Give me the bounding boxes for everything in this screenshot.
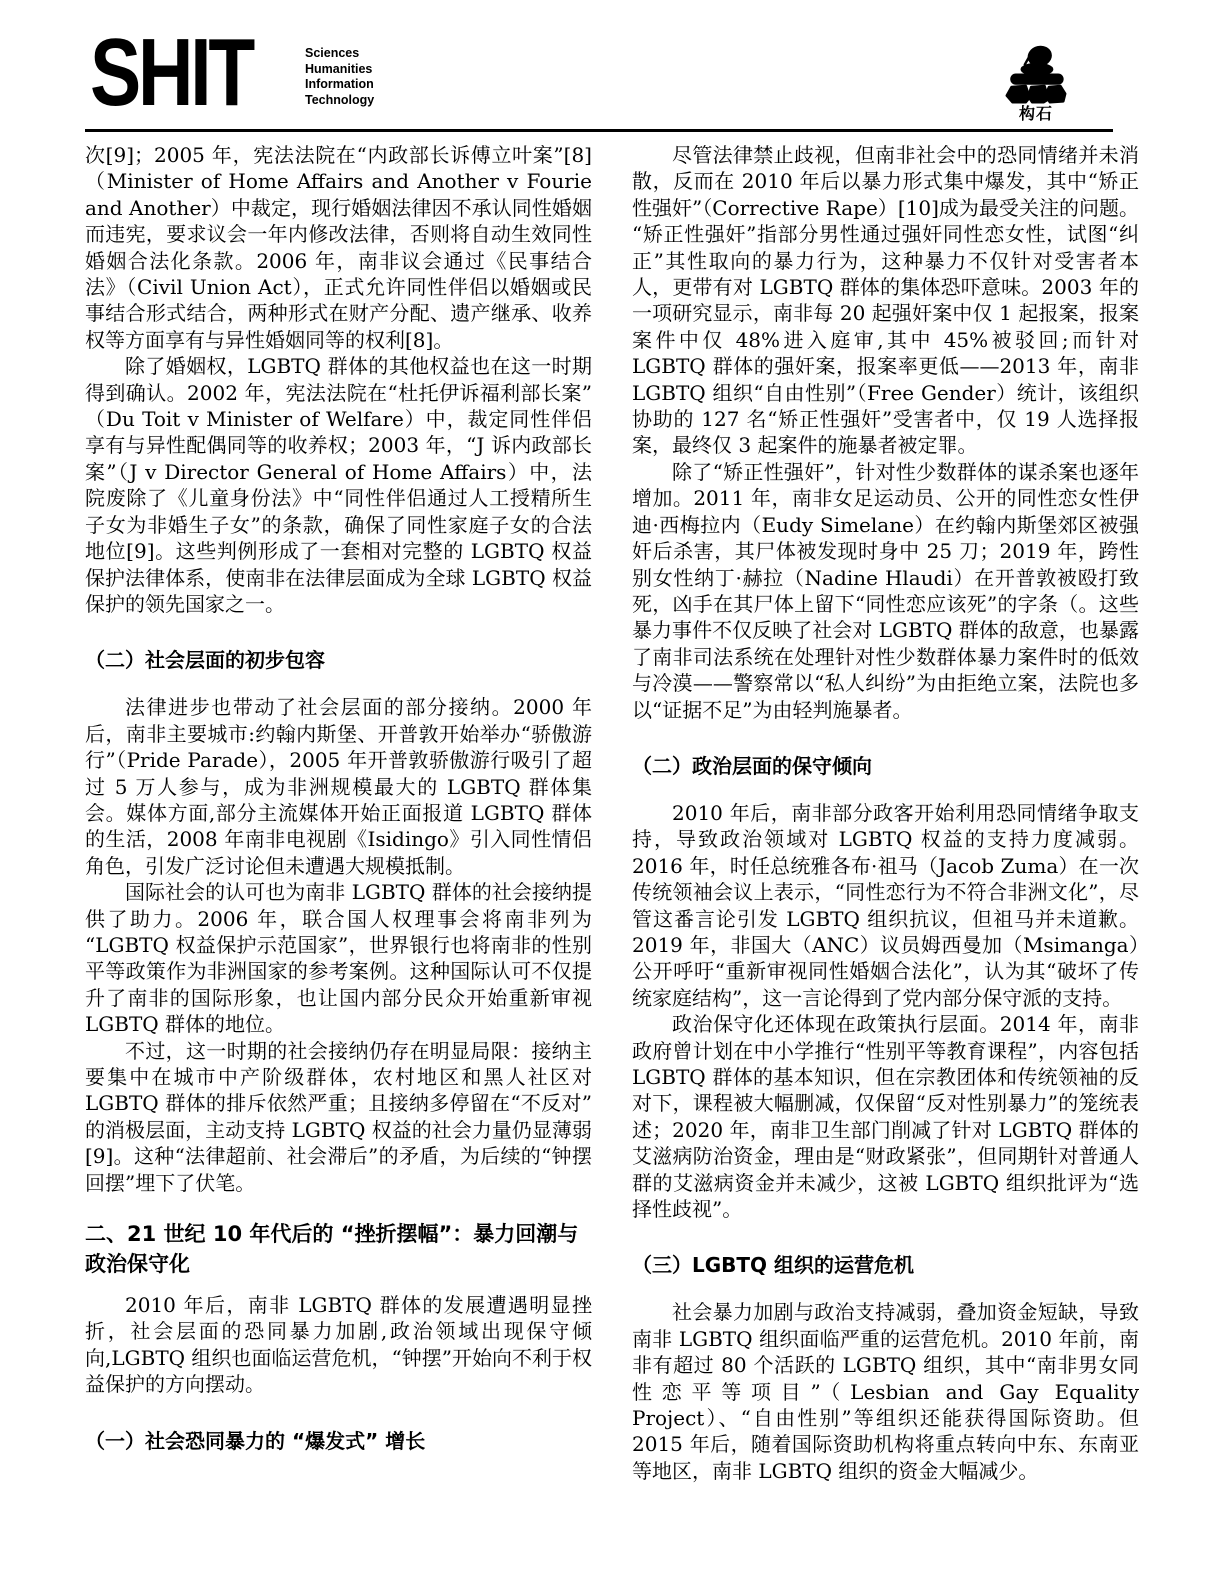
paragraph: 尽管法律禁止歧视，但南非社会中的恐同情绪并未消散，反而在 2010 年后以暴力形式集中爆发，其中“矫正性强奸”（Corrective Rape）[10]成为最受关注的问题。“矫正性强奸”指部分男性通过强奸同性恋女性，试图“纠正”其性取向的暴力行为，这种暴力不仅针对受害者本人，更带有对 LGBTQ 群体的集体恐吓意味。2003 年的一项研究显示，南非每 20 起强奸案中仅 1 起报案，报案案件中仅 48%进入庭审,其中 45%被驳回;而针对 LGBTQ 群体的强奸案，报案率更低——2013 年，南非 LGBTQ 组织“自由性别”（Free Gender）统计，该组织协助的 127 名“矫正性强奸”受害者中，仅 19 人选择报案，最终仅 3 起案件的施暴者被定罪。 bbox=[632, 143, 1139, 458]
left-column bbox=[85, 142, 592, 1484]
subsection-heading: （一）社会恐同暴力的 “爆发式” 增长 bbox=[85, 1428, 426, 1453]
subtitle-line: Sciences bbox=[305, 46, 360, 60]
org-logo bbox=[1000, 44, 1072, 123]
subtitle-line: Humanities bbox=[305, 61, 373, 76]
journal-wordmark: SHIT bbox=[90, 19, 253, 126]
subsection-heading: （三）LGBTQ 组织的运营危机 bbox=[632, 1253, 915, 1278]
paragraph: 法律进步也带动了社会层面的部分接纳。2000 年后，南非主要城市:约翰内斯堡、开普敦开始举办“骄傲游行”（Pride Parade），2005 年开普敦骄傲游行吸引了超过 5 万人参与，成为非洲规模最大的 LGBTQ 群体集会。媒体方面,部分主流媒体开始正面报道 LGBTQ 群体的生活，2008 年南非电视剧《Isidingo》引入同性情侣角色，引发广泛讨论但未遭遇大规模抵制。 bbox=[85, 695, 592, 878]
stone-pile-icon bbox=[1002, 44, 1070, 104]
paragraph: 国际社会的认可也为南非 LGBTQ 群体的社会接纳提供了助力。2006 年，联合国人权理事会将南非列为“LGBTQ 权益保护示范国家”，世界银行也将南非的性别平等政策作为非洲国家的参考案例。这种国际认可不仅提升了南非的国际形象，也让国内部分民众开始重新审视 LGBTQ 群体的地位。 bbox=[85, 880, 592, 1037]
paragraph: 2010 年后，南非部分政客开始利用恐同情绪争取支持，导致政治领域对 LGBTQ 权益的支持力度减弱。2016 年，时任总统雅各布·祖马（Jacob Zuma）在一次传统领袖会议上表示，“同性恋行为不符合非洲文化”，尽管这番言论引发 LGBTQ 组织抗议，但祖马并未道歉。2019 年，非国大（ANC）议员姆西曼加（Msimanga）公开呼吁“重新审视同性婚姻合法化”，认为其“破坏了传统家庭结构”，这一言论得到了党内部分保守派的支持。 bbox=[632, 800, 1139, 1010]
subtitle-line: Information bbox=[305, 77, 374, 91]
paragraph: 除了婚姻权，LGBTQ 群体的其他权益也在这一时期得到确认。2002 年，宪法法院在“杜托伊诉福利部长案”（Du Toit v Minister of Welfare）中，裁定同性伴侣享有与异性配偶同等的收养权；2003 年，“J 诉内政部长案”（J v Director General of Home Affairs）中，法院废除了《儿童身份法》中“同性伴侣通过人工授精所生子女为非婚生子女”的条款，确保了同性家庭子女的合法地位[9]。这些判例形成了一套相对完整的 LGBTQ 权益保护法律体系，使南非在法律层面成为全球 LGBTQ 权益保护的领先国家之一。 bbox=[85, 354, 592, 616]
paragraph: 不过，这一时期的社会接纳仍存在明显局限：接纳主要集中在城市中产阶级群体，农村地区和黑人社区对 LGBTQ 群体的排斥依然严重；且接纳多停留在“不反对”的消极层面，主动支持 LGBTQ 权益的社会力量仍显薄弱[9]。这种“法律超前、社会滞后”的矛盾，为后续的“钟摆回摆”埋下了伏笔。 bbox=[85, 1038, 592, 1195]
paragraph: 2010 年后，南非 LGBTQ 群体的发展遭遇明显挫折，社会层面的恐同暴力加剧,政治领域出现保守倾向,LGBTQ 组织也面临运营危机，“钟摆”开始向不利于权益保护的方向摆动。 bbox=[85, 1293, 592, 1397]
paragraph: 政治保守化还体现在政策执行层面。2014 年，南非政府曾计划在中小学推行“性别平等教育课程”，内容包括 LGBTQ 群体的基本知识，但在宗教团体和传统领袖的反对下，课程被大幅删减，仅保留“反对性别暴力”的笼统表述；2020 年，南非卫生部门削减了针对 LGBTQ 群体的艾滋病防治资金，理由是“财政紧张”，但同期针对普通人群的艾滋病资金并未减少，这被 LGBTQ 组织批评为“选择性歧视”。 bbox=[632, 1012, 1139, 1222]
paragraph: 次[9]；2005 年，宪法法院在“内政部长诉傅立叶案”[8]（Minister of Home Affairs and Another v Fourie and Another）中裁定，现行婚姻法律因不承认同性婚姻而违宪，要求议会一年内修改法律，否则将自动生效同性婚姻合法化条款。2006 年，南非议会通过《民事结合法》（Civil Union Act），正式允许同性伴侣以婚姻或民事结合形式结合，两种形式在财产分配、遗产继承、收养权等方面享有与异性婚姻同等的权利[8]。 bbox=[85, 143, 592, 352]
article-body bbox=[85, 142, 1139, 1484]
subsection-heading: （二）社会层面的初步包容 bbox=[85, 648, 325, 673]
subtitle-line: Technology bbox=[305, 92, 375, 107]
subsection-heading: （二）政治层面的保守倾向 bbox=[632, 753, 872, 778]
paragraph: 社会暴力加剧与政治支持减弱，叠加资金短缺，导致南非 LGBTQ 组织面临严重的运营危机。2010 年前，南非有超过 80 个活跃的 LGBTQ 组织，其中“南非男女同性恋平等项目”（Lesbian and Gay Equality Project）、“自由性别”等组织还能获得国际资助。但 2015 年后，随着国际资助机构将重点转向中东、东南亚等地区，南非 LGBTQ 组织的资金大幅减少。 bbox=[632, 1300, 1139, 1483]
journal-wordmark-subtitle bbox=[305, 46, 374, 108]
org-logo-label: 构石 bbox=[1018, 104, 1053, 123]
right-column bbox=[632, 142, 1139, 1484]
section-heading: 二、21 世纪 10 年代后的 “挫折摆幅”：暴力回潮与政治保守化 bbox=[85, 1222, 579, 1277]
header-divider bbox=[85, 129, 1113, 132]
paragraph: 除了“矫正性强奸”，针对性少数群体的谋杀案也逐年增加。2011 年，南非女足运动员、公开的同性恋女性伊迪·西梅拉内（Eudy Simelane）在约翰内斯堡郊区被强奸后杀害，其尸体被发现时身中 25 刀；2019 年，跨性别女性纳丁·赫拉（Nadine Hlaudi）在开普敦被殴打致死，凶手在其尸体上留下“同性恋应该死”的字条（。这些暴力事件不仅反映了社会对 LGBTQ 群体的敌意，也暴露了南非司法系统在处理针对性少数群体暴力案件时的低效与冷漠——警察常以“私人纠纷”为由拒绝立案，法院也多以“证据不足”为由轻判施暴者。 bbox=[632, 459, 1139, 722]
